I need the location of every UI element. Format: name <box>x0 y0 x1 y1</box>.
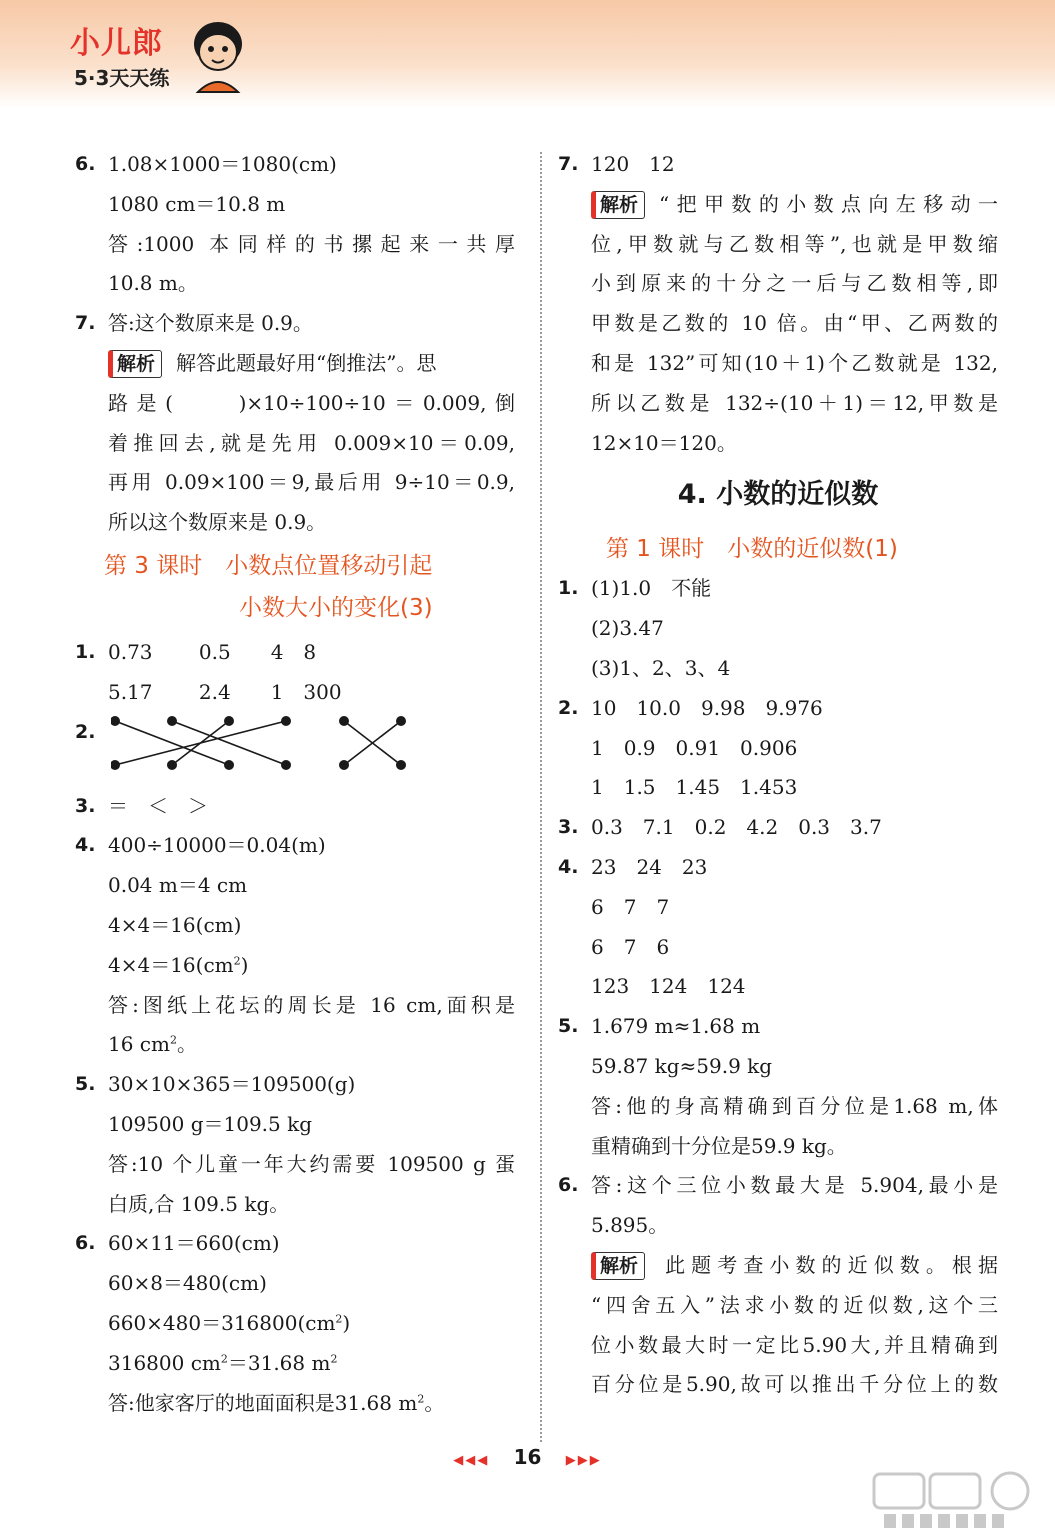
superscript: 2 <box>335 1312 343 1326</box>
answer-content: 答:他的身高精确到百分位是1.68 m,体 <box>591 1093 998 1118</box>
answer-text <box>108 1304 350 1344</box>
matching-line <box>115 721 286 765</box>
answer-text <box>108 463 515 503</box>
matching-dot <box>396 760 406 770</box>
answer-text <box>591 1166 998 1206</box>
answer-content: 1 1.5 1.45 1.453 <box>591 775 798 800</box>
answer-content: 6 7 6 <box>591 934 670 959</box>
answer-content: 60×8＝480(cm) <box>108 1271 267 1296</box>
answer-line <box>75 946 515 986</box>
answer-content: 位小数最大时一定比5.90大,并且精确到 <box>591 1332 998 1357</box>
answer-content: 5.17 2.4 1 300 <box>108 679 342 704</box>
analysis-badge: 解析 <box>591 191 645 219</box>
next-arrows-icon: ▶▶▶ <box>565 1453 602 1468</box>
answer-text <box>591 1365 998 1405</box>
superscript: 2 <box>220 1352 228 1366</box>
answer-content: 660×480＝316800(cm <box>108 1310 336 1335</box>
superscript: 2 <box>330 1352 338 1366</box>
answer-line <box>558 1047 998 1087</box>
answer-content: 1.679 m≈1.68 m <box>591 1014 761 1039</box>
answer-line <box>75 866 515 906</box>
answer-text <box>591 689 823 729</box>
question-number: 4. <box>558 855 579 878</box>
question-number: 1. <box>558 577 579 600</box>
question-number: 3. <box>75 794 96 817</box>
answer-content: 小到原来的十分之一后与乙数相等,即 <box>591 271 998 296</box>
answer-content: 答:这个三位小数最大是 5.904,最小是 <box>591 1173 998 1198</box>
answer-content: 答:1000 本同样的书摞起来一共厚 <box>108 231 515 256</box>
question-number: 4. <box>75 834 96 857</box>
answer-content: 123 124 124 <box>591 974 746 999</box>
answer-text <box>591 967 746 1007</box>
answer-line <box>75 344 515 384</box>
answer-text <box>108 826 326 866</box>
answer-content: (1)1.0 不能 <box>591 576 712 601</box>
answer-line <box>558 729 998 769</box>
matching-dot <box>339 760 349 770</box>
section-title: 4. 小数的近似数 <box>677 479 879 511</box>
answer-content-tail: 。 <box>424 1390 445 1415</box>
answer-content: 30×10×365＝109500(g) <box>108 1072 356 1097</box>
answer-line <box>558 1365 998 1405</box>
answer-text <box>591 649 730 689</box>
answer-line <box>558 1007 998 1047</box>
answer-line <box>75 1304 515 1344</box>
answer-text <box>108 145 337 185</box>
answer-content: 答:他家客厅的地面面积是31.68 m <box>108 1390 418 1415</box>
answer-line <box>75 1344 515 1384</box>
answer-content: 12×10＝120。 <box>591 430 737 455</box>
answer-line <box>75 1384 515 1424</box>
answer-line <box>558 384 998 424</box>
answer-text <box>108 264 198 304</box>
analysis-badge: 解析 <box>591 1252 645 1280</box>
answer-text <box>108 503 326 543</box>
answer-content: 白质,合 109.5 kg。 <box>108 1191 290 1216</box>
column-divider <box>540 152 542 1442</box>
answer-line <box>75 503 515 543</box>
answer-content: 所以乙数是 132÷(10＋1)＝12,甲数是 <box>591 390 998 415</box>
page-number: 16 <box>513 1445 542 1469</box>
answer-text <box>108 1224 280 1264</box>
answer-text <box>591 1286 998 1326</box>
answer-content: 4×4＝16(cm <box>108 952 234 977</box>
answer-line <box>75 1105 515 1145</box>
answer-line <box>75 673 515 713</box>
answer-line <box>75 906 515 946</box>
answer-line <box>558 808 998 848</box>
answer-line <box>75 1224 515 1264</box>
answer-line <box>558 609 998 649</box>
answer-content: 1.08×1000＝1080(cm) <box>108 152 337 176</box>
answer-content: 解答此题最好用“倒推法”。思 <box>176 350 437 375</box>
answer-content-tail: ) <box>240 952 249 977</box>
answer-text <box>108 906 241 946</box>
matching-dot <box>339 716 349 726</box>
answer-content: 4×4＝16(cm) <box>108 912 242 937</box>
answer-content: (2)3.47 <box>591 616 664 641</box>
answer-content-tail: ＝31.68 m <box>227 1350 331 1375</box>
answer-text <box>591 304 998 344</box>
matching-line <box>172 721 286 765</box>
answer-content: 6 7 7 <box>591 894 670 919</box>
question-number: 5. <box>558 1015 579 1038</box>
question-number: 5. <box>75 1073 96 1096</box>
answer-text <box>591 1326 998 1366</box>
answer-line <box>558 344 998 384</box>
answer-line <box>75 1185 515 1225</box>
superscript: 2 <box>169 1033 177 1047</box>
answer-line <box>558 225 998 265</box>
answer-text <box>108 986 515 1026</box>
left-column <box>75 145 515 1423</box>
answer-text <box>108 1025 197 1065</box>
answer-line <box>558 928 998 968</box>
answer-text <box>591 808 882 848</box>
answer-text <box>108 344 436 384</box>
answer-line <box>558 145 998 185</box>
answer-text <box>108 946 248 986</box>
answer-text <box>591 1087 998 1127</box>
answer-content: 10.8 m。 <box>108 271 198 296</box>
answer-text <box>108 225 515 265</box>
answer-line <box>558 1127 998 1167</box>
answer-text <box>108 633 316 673</box>
answer-line <box>75 185 515 225</box>
superscript: 2 <box>233 954 241 968</box>
answer-line <box>558 1166 998 1206</box>
answer-text <box>108 1384 444 1424</box>
answer-content: 路是( )×10÷100÷10＝0.009,倒 <box>108 390 515 415</box>
answer-line <box>75 1264 515 1304</box>
answer-line <box>75 264 515 304</box>
answer-content: 400÷10000＝0.04(m) <box>108 833 326 858</box>
question-number: 7. <box>75 312 96 335</box>
answer-line <box>75 787 515 827</box>
answer-content: 0.73 0.5 4 8 <box>108 639 317 664</box>
answer-line <box>75 145 515 185</box>
right-column <box>558 145 998 1405</box>
superscript: 2 <box>417 1391 425 1405</box>
answer-text <box>591 384 998 424</box>
mascot-icon <box>186 14 250 94</box>
answer-line <box>558 1326 998 1366</box>
matching-dot <box>281 716 291 726</box>
question-number: 2. <box>558 696 579 719</box>
answer-text <box>591 344 998 384</box>
matching-dot <box>111 716 120 726</box>
brand-series: 5·3天天练 <box>74 66 170 90</box>
answer-text <box>108 424 515 464</box>
answer-content: “把甲数的小数点向左移动一 <box>659 191 998 216</box>
answer-content: 1080 cm＝10.8 m <box>108 191 286 216</box>
lesson-title-line: 小数大小的变化(3) <box>239 594 433 621</box>
answer-line <box>75 424 515 464</box>
question-number: 6. <box>75 1232 96 1255</box>
answer-content: 120 12 <box>591 152 675 176</box>
answer-content: 109500 g＝109.5 kg <box>108 1111 313 1136</box>
answer-line <box>75 633 515 673</box>
answer-line <box>558 1286 998 1326</box>
answer-line <box>75 1025 515 1065</box>
brand-name: 小儿郎 <box>70 26 163 61</box>
answer-line <box>558 264 998 304</box>
question-number: 1. <box>75 640 96 663</box>
analysis-badge: 解析 <box>108 350 162 378</box>
answer-line <box>558 304 998 344</box>
answer-content: 答:10 个儿童一年大约需要 109500 g 蛋 <box>108 1151 515 1176</box>
answer-text <box>108 1065 355 1105</box>
answer-line <box>558 649 998 689</box>
answer-content: (3)1、2、3、4 <box>591 655 731 680</box>
answer-content: 所以这个数原来是 0.9。 <box>108 510 327 535</box>
answer-line <box>558 967 998 1007</box>
matching-exercise <box>75 713 515 787</box>
answer-content: 此题考查小数的近似数。根据 <box>659 1252 998 1277</box>
answer-text <box>108 787 208 827</box>
answer-text <box>591 424 737 464</box>
question-number: 6. <box>558 1174 579 1197</box>
answer-line <box>558 1246 998 1286</box>
answer-line <box>75 384 515 424</box>
answer-content: 5.895。 <box>591 1213 669 1238</box>
answer-content: 答:这个数原来是 0.9。 <box>108 311 313 336</box>
answer-line <box>75 304 515 344</box>
answer-content: 316800 cm <box>108 1350 221 1375</box>
matching-dot <box>167 716 177 726</box>
answer-line <box>558 848 998 888</box>
answer-content: 重精确到十分位是59.9 kg。 <box>591 1133 847 1158</box>
answer-line <box>558 1087 998 1127</box>
answer-line <box>558 424 998 464</box>
answer-content: 答:图纸上花坛的周长是 16 cm,面积是 <box>108 992 515 1017</box>
answer-line <box>558 569 998 609</box>
answer-line <box>75 1065 515 1105</box>
answer-content: 1 0.9 0.91 0.906 <box>591 735 798 760</box>
answer-text <box>591 185 998 225</box>
answer-content-tail: ) <box>342 1310 351 1335</box>
answer-line <box>75 463 515 503</box>
answer-text <box>591 1206 668 1246</box>
answer-content: “四舍五入”法求小数的近似数,这个三 <box>591 1292 998 1317</box>
answer-text <box>591 1047 772 1087</box>
answer-content: 甲数是乙数的 10 倍。由“甲、乙两数的 <box>591 311 998 336</box>
lesson-title-line: 第 3 课时 小数点位置移动引起 <box>104 552 433 579</box>
answer-content: 16 cm <box>108 1032 170 1057</box>
answer-text <box>108 673 342 713</box>
answer-text <box>108 1145 515 1185</box>
answer-text <box>591 569 711 609</box>
answer-text <box>108 185 285 225</box>
prev-arrows-icon: ◀◀◀ <box>453 1453 490 1468</box>
answer-text <box>591 145 675 185</box>
answer-text <box>108 866 247 906</box>
answer-line <box>558 768 998 808</box>
answer-text <box>591 1007 760 1047</box>
answer-content-tail: 。 <box>176 1032 197 1057</box>
answer-content: 23 24 23 <box>591 854 708 879</box>
answer-line <box>75 225 515 265</box>
answer-content: 位,甲数就与乙数相等”,也就是甲数缩 <box>591 231 998 256</box>
answer-text <box>591 768 797 808</box>
answer-text <box>591 1246 998 1286</box>
answer-content: 59.87 kg≈59.9 kg <box>591 1053 773 1078</box>
answer-line <box>558 1206 998 1246</box>
answer-content: 百分位是5.90,故可以推出千分位上的数 <box>591 1372 998 1397</box>
matching-dot <box>167 760 177 770</box>
answer-line <box>75 986 515 1026</box>
matching-diagram <box>111 715 411 775</box>
answer-content: 0.3 7.1 0.2 4.2 0.3 3.7 <box>591 815 882 840</box>
question-number: 6. <box>75 153 96 175</box>
matching-dot <box>224 760 234 770</box>
lesson-title: 第 1 课时 小数的近似数(1) <box>606 536 898 563</box>
answer-text <box>591 848 707 888</box>
question-number: 7. <box>558 153 579 175</box>
answer-text <box>591 888 669 928</box>
answer-text <box>108 1105 312 1145</box>
answer-line <box>558 689 998 729</box>
answer-content: 10 10.0 9.98 9.976 <box>591 695 823 720</box>
matching-dot <box>224 716 234 726</box>
answer-line <box>75 1145 515 1185</box>
answer-text <box>591 928 669 968</box>
question-number: 3. <box>558 816 579 839</box>
answer-text <box>108 384 515 424</box>
answer-content: 着推回去,就是先用 0.009×10＝0.09, <box>108 430 515 455</box>
answer-text <box>591 225 998 265</box>
answer-content: 再用 0.09×100＝9,最后用 9÷10＝0.9, <box>108 470 515 495</box>
answer-content: 60×11＝660(cm) <box>108 1231 280 1256</box>
answer-content: ＝ ＜ ＞ <box>108 793 208 818</box>
answer-text <box>108 304 313 344</box>
matching-line <box>115 721 229 765</box>
matching-dot <box>396 716 406 726</box>
answer-text <box>108 1344 337 1384</box>
watermark-logo <box>868 1470 1048 1534</box>
matching-dot <box>111 760 120 770</box>
answer-content: 和是 132”可知(10＋1)个乙数就是 132, <box>591 350 998 375</box>
answer-line <box>558 185 998 225</box>
answer-text <box>108 1264 267 1304</box>
answer-line <box>558 888 998 928</box>
answer-line <box>75 826 515 866</box>
answer-text <box>591 1127 847 1167</box>
answer-text <box>591 264 998 304</box>
answer-text <box>108 1185 289 1225</box>
answer-content: 0.04 m＝4 cm <box>108 873 248 898</box>
matching-dot <box>281 760 291 770</box>
question-number: 2. <box>75 720 96 743</box>
lesson-title <box>75 545 515 633</box>
answer-text <box>591 729 797 769</box>
answer-text <box>591 609 664 649</box>
